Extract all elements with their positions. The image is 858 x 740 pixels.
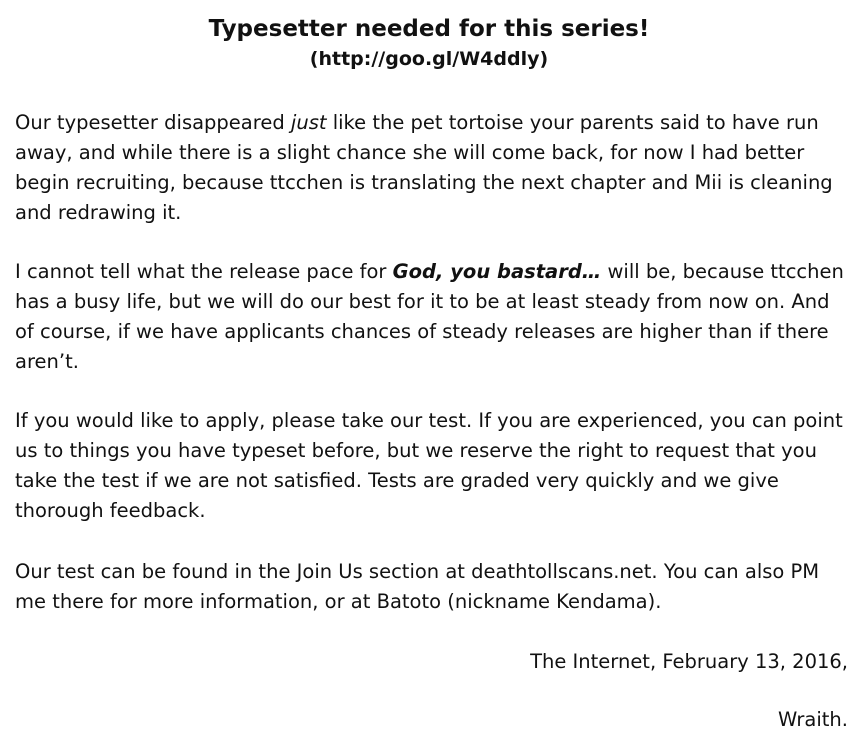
paragraph-release-pace-start: I cannot tell what the release pace for	[15, 260, 393, 283]
page-title: Typesetter needed for this series!	[208, 16, 650, 42]
paragraph-test-location: Our test can be found in the Join Us section at deathtollscans.net. You can also PM me there for more information, or at Batoto (nickname Kendama).	[15, 560, 820, 613]
paragraph-intro	[15, 108, 845, 228]
emphasis-just: just	[290, 111, 327, 134]
paragraph-release-pace	[15, 257, 845, 377]
paragraph-apply: If you would like to apply, please take our test. If you are experienced, you can point us to things you have typeset before, but we reserve the right to request that you take the test if we are not satisfied. Tests are graded very quickly and we give thorough feedback.	[15, 409, 843, 522]
short-link: (http://goo.gl/W4ddly)	[309, 48, 549, 70]
signature-name: Wraith.	[778, 708, 848, 731]
series-title: God, you bastard…	[392, 260, 602, 283]
paragraph-release-pace-end: will be, because ttcchen has a busy life, but we will do our best for it to be at least steady from now on. And of course, if we have applicants chances of steady releases are higher than if there aren’t.	[15, 260, 844, 373]
signature-place-date: The Internet, February 13, 2016,	[530, 650, 848, 673]
paragraph-intro-start: Our typesetter disappeared	[15, 111, 291, 134]
paragraph-intro-end: like the pet tortoise your parents said to have run away, and while there is a slight chance she will come back, for now I had better begin recruiting, because ttcchen is translating the next chapter and Mii is cleaning and redrawing it.	[15, 111, 833, 224]
